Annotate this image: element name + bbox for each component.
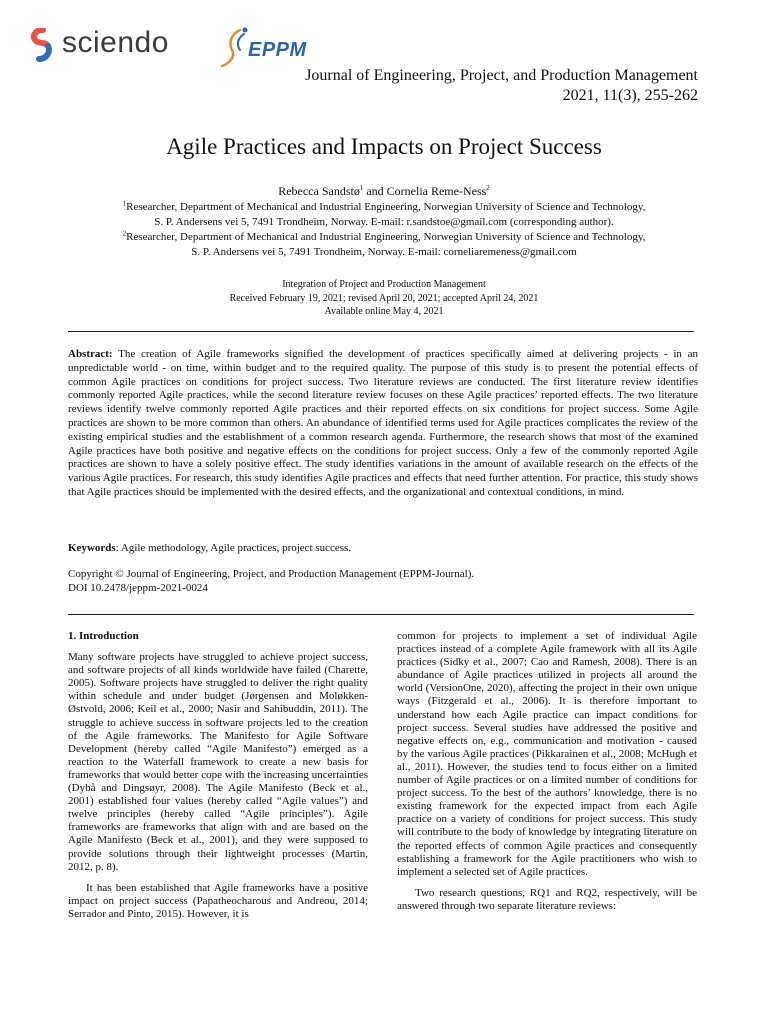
publisher-logos xyxy=(30,22,330,68)
affiliation-1-line-2: S. P. Andersens vei 5, 7491 Trondheim, Norway. E-mail: r.sandstoe@gmail.com (corresponding author). xyxy=(154,216,614,228)
received-dates: Received February 19, 2021; revised April 20, 2021; accepted April 24, 2021 xyxy=(229,292,539,304)
abstract xyxy=(68,348,698,500)
paragraph: It has been established that Agile frameworks have a positive impact on project success (Papatheocharous and Andreou, 2014; Serrador and Pinto, 2015). However, it is xyxy=(68,881,368,920)
affiliations xyxy=(66,200,702,260)
affiliation-2-sup: 2 xyxy=(122,229,127,238)
section-heading: 1. Introduction xyxy=(68,630,139,642)
sciendo-logo-icon xyxy=(30,28,56,62)
copyright-line: Copyright © Journal of Engineering, Project, and Production Management (EPPM-Journal). xyxy=(68,568,475,580)
sciendo-wordmark: sciendo xyxy=(62,26,169,59)
body-column-right xyxy=(397,630,697,913)
doi: DOI 10.2478/jeppm-2021-0024 xyxy=(68,581,208,594)
paragraph: Many software projects have struggled to achieve project success, and software projects of all kinds worldwide have failed (Charette, 2005). Software projects have struggled to deliver the right quality within schedule and under budget (Jørgensen and Moløkken-Østvold, 2006; Keil et al., 2000; Nasir and Sahibuddin, 2011). The struggle to achieve success in software projects led to the creation of the Agile frameworks. The Manifesto for Agile Software Development (hereby called “Agile Manifesto”) emerged as a reaction to the Waterfall framework to create a new basis for frameworks that would better cope with the increasing uncertainties (Dybå and Dingsøyr, 2008). The Agile Manifesto (Beck et al., 2001) established four values (hereby called “Agile values”) and twelve principles (hereby called “Agile principles”). Agile frameworks are frameworks that align with and are based on the Agile Manifesto (Beck et al., 2001), and they were supposed to provide solutions through their lightweight processes (Martin, 2012, p. 8). xyxy=(68,651,368,873)
abstract-text: The creation of Agile frameworks signified the development of practices specifically aimed at delivering projects - in an unpredictable world - on time, within budget and to the required quality. The purpose of this study is to present the potential effects of common Agile practices on conditions for project success. Two literature reviews are conducted. The first literature review identifies commonly reported Agile practices, while the second literature review focuses on these Agile practices’ reported effects. The two literature reviews identify twelve commonly reported Agile practices and their reported effects on six conditions for project success. Some Agile practices are shown to be more common than others. An abundance of identified terms used for Agile practices complicates the review of the existing empirical studies and the establishment of a common research agenda. Furthermore, the research shows that most of the examined Agile practices have both positive and negative effects on the conditions for project success. Only a few of the commonly reported Agile practices are shown to have a solely positive effect. The study identifies variations in the amount of available research on the effects of the various Agile practices. For research, this study identifies Agile practices and effects that need further attention. For practice, this study shows that Agile practices should be implemented with the desired effects, and the organizational and contextual conditions, in mind. xyxy=(68,348,698,498)
affiliation-1-text: Researcher, Department of Mechanical and Industrial Engineering, Norwegian University of Science and Technology, xyxy=(126,201,646,213)
publication-dates xyxy=(0,278,768,319)
affiliation-2-text: Researcher, Department of Mechanical and Industrial Engineering, Norwegian University of Science and Technology, xyxy=(126,231,646,243)
affiliation-2-line-2: S. P. Andersens vei 5, 7491 Trondheim, Norway. E-mail: corneliaremeness@gmail.com xyxy=(191,246,577,258)
author-2-sup: 2 xyxy=(486,184,490,192)
available-online: Available online May 4, 2021 xyxy=(324,306,444,317)
keywords-text: : Agile methodology, Agile practices, project success. xyxy=(115,542,352,554)
author-2: and Cornelia Reme-Ness xyxy=(363,184,487,198)
eppm-wordmark: EPPM xyxy=(248,39,307,61)
author-1-sup: 1 xyxy=(359,184,364,192)
affiliation-1-line-1 xyxy=(66,200,702,215)
keywords-label: Keywords xyxy=(68,542,116,554)
paragraph: common for projects to implement a set of individual Agile practices instead of a complete Agile framework with all its Agile practices (Sidky et al., 2007; Cao and Ramesh, 2008). There is an abundance of Agile practices utilized in projects all around the world (VersionOne, 2020), affecting the project in their own unique ways (Fitzgerald et al., 2006). It is therefore important to understand how each Agile practice can impact conditions for project success. Several studies have addressed the positive and negative effects on, e.g., communication and motivation - caused by the various Agile practices (Pikkarainen et al., 2008; McHugh et al., 2011). However, the studies tend to focus either on a limited number of Agile practices or on a limited number of conditions for project success. To the best of the authors’ knowledge, there is no existing framework for the expected impact from each Agile practice on a variety of conditions for project success. This study will contribute to the body of knowledge by integrating literature on the reported effects of common Agile practices and consequently establishing a framework for the Agile practitioners who wish to implement a selected set of Agile practices. xyxy=(397,630,697,878)
journal-name: Journal of Engineering, Project, and Production Management xyxy=(305,67,698,84)
divider-top xyxy=(68,331,694,332)
affiliation-2-line-1 xyxy=(66,230,702,245)
journal-header xyxy=(305,66,698,106)
article-title: Agile Practices and Impacts on Project Success xyxy=(166,134,602,159)
abstract-label: Abstract: xyxy=(68,348,113,360)
paragraph: Two research questions, RQ1 and RQ2, respectively, will be answered through two separate literature reviews: xyxy=(397,886,697,912)
conference-name: Integration of Project and Production Management xyxy=(282,279,486,290)
affiliation-1-sup: 1 xyxy=(122,199,127,208)
body-column-left xyxy=(68,630,368,921)
keywords xyxy=(68,542,698,554)
author-line xyxy=(0,184,768,199)
divider-bottom xyxy=(68,614,694,615)
copyright-block xyxy=(68,568,698,595)
author-1: Rebecca Sandstø xyxy=(278,184,360,198)
journal-citation: 2021, 11(3), 255-262 xyxy=(562,87,698,104)
